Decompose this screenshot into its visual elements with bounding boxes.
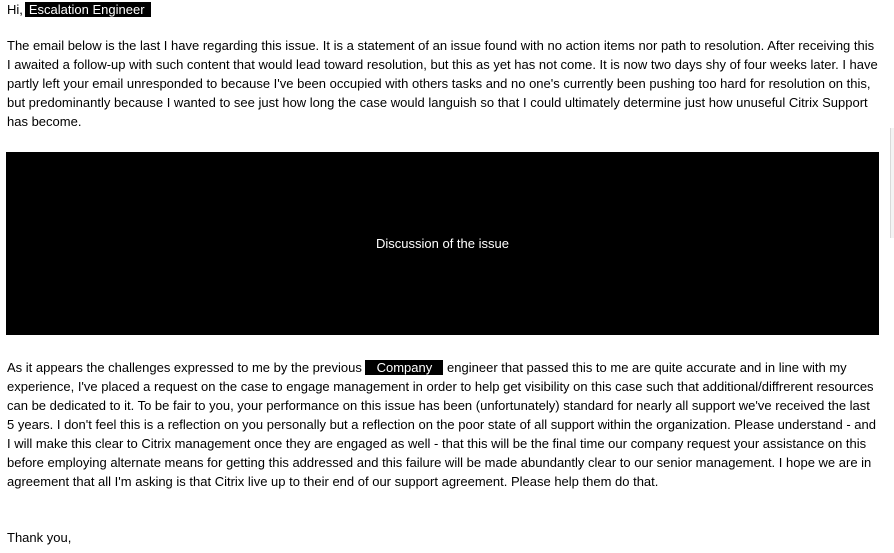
paragraph-escalation-rest: engineer that passed this to me are quite accurate and in line with my experience, I've placed a request on the case to engage management in order to help get visibility on this case such that additional/diffrerent resources can be dedicated to it. To be fair to you, your performance on this issue has been (unfortunately) standard for nearly all support we've received the last 5 years. I don't feel this is a reflection on you personally but a reflection on the poor state of all support within the organization. Please understand - and I will make this clear to Citrix management once they are engaged as well - that this will be the final time our company request your assistance on this before employing alternate means for getting this addressed and this failure will be made abundantly clear to our senior management. I hope we are in agreement that all I'm asking is that Citrix live up to their end of our support agreement. Please help them do that. [7, 360, 876, 489]
greeting-prefix: Hi, [7, 2, 23, 17]
paragraph-escalation-start: As it appears the challenges expressed to me by the previous [7, 360, 366, 375]
paragraph-intro: The email below is the last I have regarding this issue. It is a statement of an issue found with no action items nor path to resolution. After receiving this I awaited a follow-up with such content that would lead toward resolution, but this as yet has not come. It is now two days shy of four weeks later. I have partly left your email unresponded to because I've been occupied with others tasks and no one's currently been pushing too hard for resolution on this, but predominantly because I wanted to see just how long the case would languish so that I could ultimately determine just how unuseful Citrix Support has become. [7, 38, 878, 129]
redacted-recipient-name: Escalation Engineer [25, 2, 151, 17]
signoff: Thank you, [7, 530, 72, 545]
redacted-discussion-block [6, 152, 879, 335]
greeting-line [7, 0, 151, 19]
redacted-company-name: Company [365, 360, 443, 375]
scrollbar-edge[interactable] [890, 128, 894, 238]
paragraph-escalation [7, 358, 879, 491]
redacted-block-label: Discussion of the issue [376, 236, 509, 251]
